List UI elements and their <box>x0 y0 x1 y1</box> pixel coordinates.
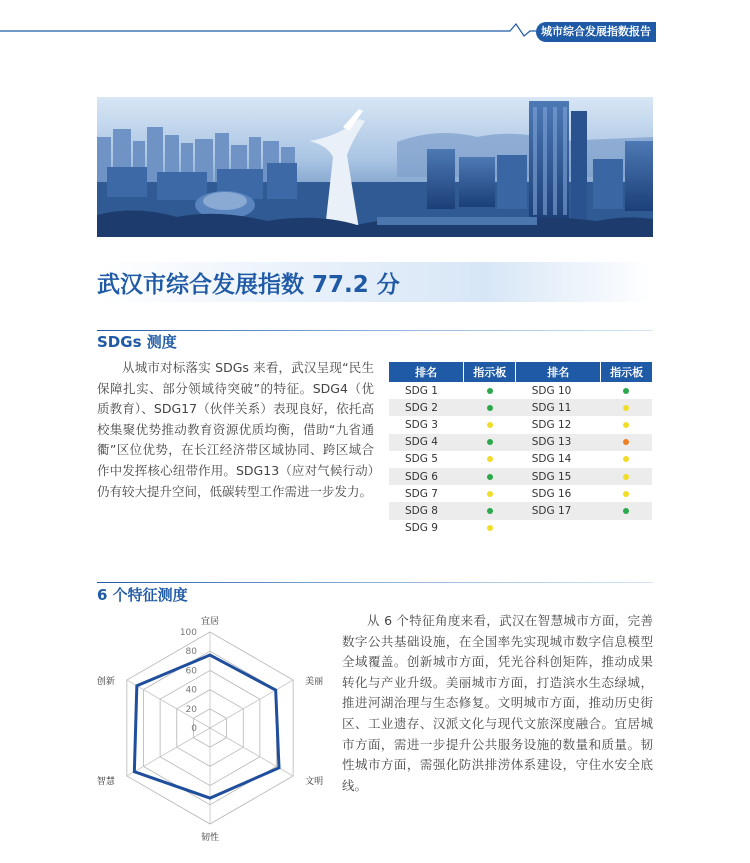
axis-label: 文明 <box>305 777 324 787</box>
table-header-row <box>389 362 652 382</box>
table-row <box>389 434 652 451</box>
col-header-rank-right: 排名 <box>516 362 601 382</box>
sdg-status-right <box>601 382 652 399</box>
axis-label: 智慧 <box>96 777 115 787</box>
col-header-rank-left: 排名 <box>389 362 464 382</box>
table-row <box>389 520 652 537</box>
sdg-name-right: SDG 12 <box>516 416 601 433</box>
features-paragraph: 从 6 个特征角度来看，武汉在智慧城市方面，完善数字公共基础设施，在全国率先实现城市数字信息模型全域覆盖。创新城市方面，凭光谷科创矩阵，推动成果转化与产业升级。美丽城市方面，打造滨水生态绿城，推进河湖治理与生态修复。文明城市方面，推动历史街区、工业遗存、汉派文化与现代文旅深度融合。宜居城市方面，需进一步提升公共服务设施的数量和质量。韧性城市方面，需强化防洪排涝体系建设，守住水安全底线。 <box>342 613 653 793</box>
table-row <box>389 382 652 399</box>
status-dot-yellow <box>487 525 493 531</box>
sdg-status-right <box>601 434 652 451</box>
sdg-status-left <box>464 382 516 399</box>
table-row <box>389 502 652 519</box>
sdg-name-left: SDG 1 <box>389 382 464 399</box>
banner-image <box>97 97 653 237</box>
axis-spoke <box>127 680 210 728</box>
sdg-name-left: SDG 5 <box>389 451 464 468</box>
sdgs-paragraph: 从城市对标落实 SDGs 来看，武汉呈现“民生保障扎实、部分领域待突破”的特征。SDG4（优质教育）、SDG17（伙伴关系）表现良好，依托高校集聚优势推动教育资源优质均衡，借助“九省通衢”区位优势，在长江经济带区域协同、跨区域合作中发挥核心纽带作用。SDG13（应对气候行动）仍有较大提升空间，低碳转型工作需进一步发力。 <box>97 360 374 499</box>
city-skyline-illustration <box>97 97 653 237</box>
sdg-status-left <box>464 416 516 433</box>
sdg-status-left <box>464 520 516 537</box>
status-dot-yellow <box>623 422 629 428</box>
axis-spoke <box>210 680 293 728</box>
status-dot-orange <box>623 439 629 445</box>
sdg-name-left: SDG 3 <box>389 416 464 433</box>
status-dot-yellow <box>487 491 493 497</box>
sdg-status-right <box>601 451 652 468</box>
tick-label: 100 <box>179 628 197 638</box>
sdg-name-left: SDG 6 <box>389 468 464 485</box>
sdgs-heading: SDGs 测度 <box>97 333 177 351</box>
sdg-name-left: SDG 4 <box>389 434 464 451</box>
table-row <box>389 416 652 433</box>
sdg-status-right <box>601 416 652 433</box>
sdg-status-right <box>601 485 652 502</box>
col-header-dashboard-right: 指示板 <box>601 362 652 382</box>
sdg-name-right: SDG 17 <box>516 502 601 519</box>
status-dot-green <box>487 388 493 394</box>
sdg-name-right: SDG 11 <box>516 399 601 416</box>
status-dot-yellow <box>623 474 629 480</box>
col-header-dashboard-left: 指示板 <box>464 362 516 382</box>
sdg-status-right <box>601 520 652 537</box>
sdg-status-right <box>601 468 652 485</box>
axis-spoke <box>127 728 210 776</box>
sdg-status-right <box>601 502 652 519</box>
sdg-name-left: SDG 9 <box>389 520 464 537</box>
table-row <box>389 485 652 502</box>
tick-label: 20 <box>185 704 197 715</box>
tick-label: 80 <box>185 647 197 658</box>
status-dot-yellow <box>623 405 629 411</box>
features-divider <box>97 582 653 583</box>
table-row <box>389 468 652 485</box>
status-dot-yellow <box>487 456 493 462</box>
sdg-name-right <box>516 520 601 537</box>
status-dot-yellow <box>623 456 629 462</box>
sdg-status-left <box>464 451 516 468</box>
axis-label: 宜居 <box>200 617 220 627</box>
sdg-name-left: SDG 8 <box>389 502 464 519</box>
sdg-name-left: SDG 7 <box>389 485 464 502</box>
status-dot-green <box>623 508 629 514</box>
sdg-status-left <box>464 485 516 502</box>
status-dot-green <box>623 388 629 394</box>
sdg-status-left <box>464 502 516 519</box>
sdg-name-right: SDG 13 <box>516 434 601 451</box>
status-dot-yellow <box>487 422 493 428</box>
status-dot-green <box>487 405 493 411</box>
axis-label: 创新 <box>96 677 115 687</box>
tick-label: 60 <box>185 666 197 677</box>
status-dot-green <box>487 439 493 445</box>
sdg-dashboard-table <box>389 362 652 537</box>
status-dot-green <box>487 508 493 514</box>
status-dot-green <box>487 474 493 480</box>
sdg-name-right: SDG 16 <box>516 485 601 502</box>
sdg-name-right: SDG 10 <box>516 382 601 399</box>
tick-label: 40 <box>185 685 197 696</box>
tick-label: 0 <box>191 724 197 734</box>
sdg-status-left <box>464 399 516 416</box>
radar-chart <box>88 605 348 850</box>
sdg-name-left: SDG 2 <box>389 399 464 416</box>
table-row <box>389 399 652 416</box>
axis-spoke <box>210 728 293 776</box>
features-heading: 6 个特征测度 <box>97 586 188 604</box>
status-dot-yellow <box>623 491 629 497</box>
axis-label: 韧性 <box>200 833 220 843</box>
page-title: 武汉市综合发展指数 77.2 分 <box>97 272 400 298</box>
sdg-status-left <box>464 468 516 485</box>
sdgs-divider <box>97 330 653 331</box>
sdg-status-left <box>464 434 516 451</box>
sdg-name-right: SDG 15 <box>516 468 601 485</box>
table-row <box>389 451 652 468</box>
report-tag: 城市综合发展指数报告 <box>536 22 656 42</box>
sdg-status-right <box>601 399 652 416</box>
series-line <box>134 655 279 798</box>
table-body <box>389 382 652 537</box>
sdg-name-right: SDG 14 <box>516 451 601 468</box>
axis-label: 美丽 <box>305 677 324 687</box>
